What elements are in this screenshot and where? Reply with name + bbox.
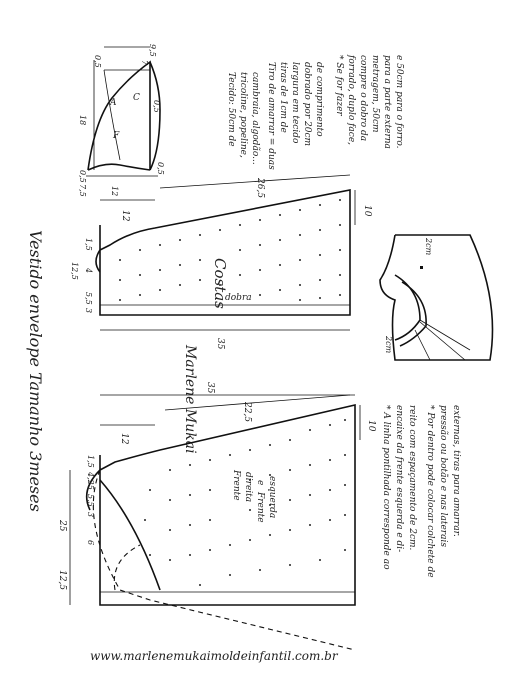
- back-dim-4: 4: [84, 268, 93, 274]
- note-line: cambraia, algodão...: [250, 72, 260, 165]
- page-title: Vestido envelope Tamanho 3meses: [26, 230, 45, 512]
- front-dim-12: 12: [119, 433, 129, 445]
- front-dim-12-5: 12,5: [57, 570, 67, 591]
- back-dim-12-5: 12,5: [70, 262, 79, 280]
- website-url[interactable]: www.marlenemukaimoldeinfantil.com.br: [90, 649, 338, 663]
- front-dim-5-5: 5,5: [86, 494, 95, 507]
- note-line: Tiro de amarrar = duas: [266, 62, 276, 170]
- sleeve-label-f: F: [113, 131, 120, 141]
- back-fold-label: dobra: [225, 293, 252, 303]
- note-line: forrado, duplo face,: [346, 55, 356, 146]
- front-dim-4-25: 4,25: [86, 472, 95, 490]
- signature: [182, 344, 198, 454]
- back-dim-3: 3: [84, 308, 93, 314]
- assembly-note-line: externas, tiras para amarrar.: [451, 405, 461, 537]
- note-line: metragem, 50cm: [370, 55, 380, 133]
- front-dim-10: 10: [366, 420, 376, 432]
- assembly-note-line: * A linha pontilhada corresponde ao: [381, 405, 391, 570]
- assembly-note-line: pressão ou botão e nas laterais: [438, 405, 448, 547]
- title-block: [26, 230, 45, 512]
- back-label: Costas: [211, 258, 229, 309]
- signature-text: Marlene Mukai: [182, 345, 198, 454]
- sleeve-label-a: A: [110, 98, 117, 108]
- front-dim-22-5: 22,5: [242, 402, 252, 423]
- note-line: tricoline, popeline,: [238, 72, 248, 158]
- back-dim-1-5: 1,5: [84, 238, 93, 251]
- front-label-line: direita: [243, 472, 253, 503]
- front-dim-1-5: 1,5: [86, 455, 95, 468]
- front-label-line: Frente: [231, 470, 241, 501]
- back-dim-5-5: 5,5: [84, 292, 93, 305]
- assembly-note-line: reito com espaçamento de 2cm.: [407, 405, 417, 551]
- note-line: largura em tecido: [290, 62, 300, 144]
- sleeve-dim-9-5: 9,5: [148, 44, 157, 57]
- back-dim-10: 10: [362, 205, 372, 217]
- note-line: tiras de 1cm de: [278, 62, 288, 133]
- front-dim-6: 6: [86, 540, 95, 546]
- back-dim-35: 35: [215, 338, 225, 350]
- back-dim-26-5: 26,5: [255, 178, 265, 199]
- sleeve-dim-0-5-bottom: 0,5: [78, 170, 87, 183]
- detail-dim-2cm-left: 2cm: [384, 336, 393, 354]
- note-line: e 50cm para o forro.: [394, 55, 404, 149]
- sleeve-dim-7-5: 7,5: [78, 184, 87, 197]
- front-dim-3: 3: [86, 512, 95, 518]
- sleeve-dim-0-5-base: 0,5: [156, 162, 165, 175]
- front-label-line: esquerda: [267, 476, 277, 519]
- sleeve-dim-18: 18: [78, 115, 87, 126]
- detail-dim-2cm-top: 2cm: [424, 238, 433, 256]
- note-line: compre o dobro da: [358, 55, 368, 142]
- assembly-note-line: * Por dentro pode colocar colchete de: [425, 405, 435, 578]
- note-line: dobrado por 20cm: [302, 62, 312, 147]
- front-label-line: e: [255, 480, 265, 486]
- front-dim-35: 35: [205, 382, 215, 394]
- sleeve-label-c: C: [133, 93, 140, 103]
- front-dim-25: 25: [57, 520, 67, 532]
- sleeve-dim-12: 12: [110, 186, 119, 197]
- sleeve-dim-7: 7: [140, 60, 149, 66]
- note-line: para a parte externa: [382, 55, 392, 149]
- note-line: * Se for fazer: [334, 55, 344, 116]
- sleeve-dim-0-5-top: 0,5: [93, 55, 102, 68]
- note-line: Tecido: 50cm de: [226, 72, 236, 147]
- front-label-line: Frente: [255, 492, 265, 523]
- note-line: de comprimento: [314, 62, 324, 137]
- back-dim-12: 12: [120, 210, 130, 222]
- assembly-note-line: encaixe da frente esquerda e di-: [394, 405, 404, 553]
- sleeve-dim-0-5-right: 0,5: [152, 100, 161, 113]
